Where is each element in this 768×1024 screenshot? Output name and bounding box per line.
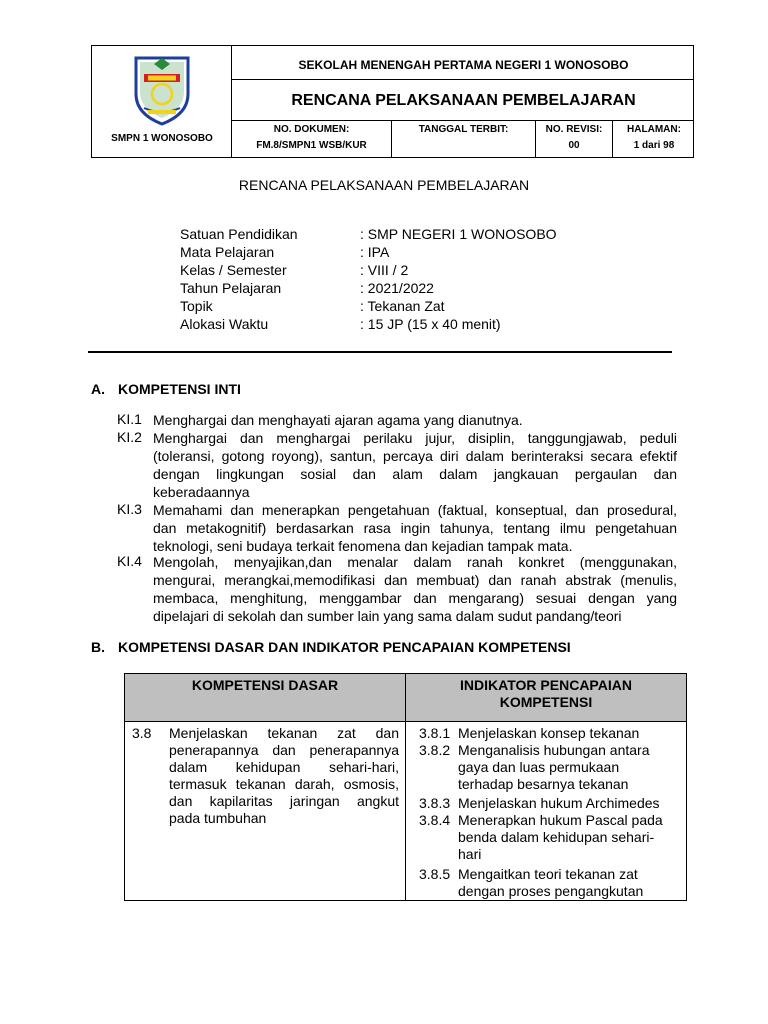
ki-line: (toleransi, gotong royong), santun, percaya diri dalam berinteraksi secara efektif <box>153 448 677 464</box>
school-full-name: SEKOLAH MENENGAH PERTAMA NEGERI 1 WONOSOBO <box>298 58 629 72</box>
kd-line: pada tumbuhan <box>169 810 267 826</box>
info-value: : SMP NEGERI 1 WONOSOBO <box>360 226 557 242</box>
revision-value: 00 <box>568 140 580 151</box>
section-letter: A. <box>91 381 105 397</box>
info-value: : Tekanan Zat <box>360 298 445 314</box>
kd-table <box>124 673 687 901</box>
ki-text <box>153 411 677 429</box>
header-divider <box>231 120 693 121</box>
indicator-header-cell <box>405 673 687 722</box>
ki-number: KI.4 <box>117 553 142 569</box>
section-a-heading <box>91 381 241 397</box>
indicator-text: benda dalam kehidupan sehari- <box>458 829 655 845</box>
indicator-text: Menganalisis hubungan antara <box>458 742 650 758</box>
section-b-heading <box>91 639 571 655</box>
school-logo-icon <box>130 54 194 126</box>
indicator-header-label: KOMPETENSI <box>499 694 593 710</box>
indicator-text: Mengaitkan teori tekanan zat <box>458 866 638 882</box>
kd-header-cell <box>124 673 406 722</box>
indicator-text: gaya dan luas permukaan <box>458 759 620 775</box>
kd-description <box>169 725 399 827</box>
ki-line: Memahami dan menerapkan pengetahuan (faktual, konseptual, dan prosedural, <box>153 502 677 518</box>
ki-line: keberadaannya <box>153 484 250 500</box>
header-divider <box>231 79 693 80</box>
kd-line: dan kapilaritas jaringan angkut <box>169 793 399 809</box>
info-label: Topik <box>180 298 213 314</box>
ki-line: teknologi, seni budaya terkait fenomena dan kejadian tampak mata. <box>153 538 573 554</box>
ki-line: Menghargai dan menghayati ajaran agama yang dianutnya. <box>153 412 523 428</box>
doc-number-value: FM.8/SMPN1 WSB/KUR <box>256 140 367 151</box>
section-letter: B. <box>91 639 105 655</box>
ki-line: Mengolah, menyajikan,dan menalar dalam ranah konkret (menggunakan, <box>153 554 677 570</box>
indicator-header-label: INDIKATOR PENCAPAIAN <box>460 677 632 693</box>
revision-label: NO. REVISI: <box>545 124 603 135</box>
indicator-text: dengan proses pengangkutan <box>458 883 644 899</box>
indicator-text: terhadap besarnya tekanan <box>458 776 629 792</box>
ki-line: mengurai, merangkai,memodifikasi dan membuat) dan ranah abstrak (menulis, <box>153 572 677 588</box>
ki-line: dan metakognitif) berdasarkan rasa ingin tahunya, tentang ilmu pengetahuan <box>153 520 677 536</box>
indicator-number: 3.8.4 <box>419 812 451 828</box>
indicator-number: 3.8.3 <box>419 795 451 811</box>
kd-line: penerapannya dan penerapannya <box>169 742 399 758</box>
info-label: Kelas / Semester <box>180 262 287 278</box>
indicator-text: Menjelaskan konsep tekanan <box>458 725 640 741</box>
section-title: KOMPETENSI DASAR DAN INDIKATOR PENCAPAIAN KOMPETENSI <box>118 639 571 655</box>
doc-number-label: NO. DOKUMEN: <box>273 124 350 135</box>
ki-text <box>153 501 677 555</box>
indicator-number: 3.8.5 <box>419 866 451 882</box>
info-label: Satuan Pendidikan <box>180 226 298 242</box>
info-value: : 15 JP (15 x 40 menit) <box>360 316 501 332</box>
ki-number: KI.3 <box>117 501 142 517</box>
indicator-number: 3.8.2 <box>419 742 451 758</box>
indicator-text: Menjelaskan hukum Archimedes <box>458 795 660 811</box>
indicator-number: 3.8.1 <box>419 725 451 741</box>
ki-line: dipelajari di sekolah dan sumber lain yang sama dalam sudut pandang/teori <box>153 608 622 624</box>
ki-line: membaca, menghitung, menggambar dan mengarang) sesuai dengan yang <box>153 590 677 606</box>
document-title: RENCANA PELAKSANAAN PEMBELAJARAN <box>291 92 636 109</box>
ki-text <box>153 553 677 625</box>
kd-header-label: KOMPETENSI DASAR <box>191 677 339 693</box>
ki-number: KI.2 <box>117 429 142 445</box>
kd-line: termasuk tekanan darah, osmosis, <box>169 776 399 792</box>
info-label: Tahun Pelajaran <box>180 280 282 296</box>
kd-line: dalam kehidupan sehari-hari, <box>169 759 399 775</box>
ki-number: KI.1 <box>117 411 142 427</box>
info-value: : IPA <box>360 244 390 260</box>
ki-line: Menghargai dan menghargai perilaku jujur, disiplin, tanggungjawab, peduli <box>153 430 677 446</box>
indicator-text: hari <box>458 846 482 862</box>
ki-line: dengan lingkungan sosial dan alam dalam jangkauan pergaulan dan <box>153 466 677 482</box>
info-label: Alokasi Waktu <box>180 316 269 332</box>
indicator-text: Menerapkan hukum Pascal pada <box>458 812 663 828</box>
info-value: : 2021/2022 <box>360 280 434 296</box>
kd-number: 3.8 <box>132 725 152 741</box>
page-value: 1 dari 98 <box>633 140 675 151</box>
horizontal-rule <box>88 351 672 353</box>
school-short-name: SMPN 1 WONOSOBO <box>111 133 213 144</box>
info-value: : VIII / 2 <box>360 262 409 278</box>
page-title: RENCANA PELAKSANAAN PEMBELAJARAN <box>238 177 530 193</box>
page-label: HALAMAN: <box>627 124 681 135</box>
kd-line: Menjelaskan tekanan zat dan <box>169 725 399 741</box>
ki-text <box>153 429 677 501</box>
section-title: KOMPETENSI INTI <box>118 381 241 397</box>
document-header-table <box>91 45 694 158</box>
issue-date-label: TANGGAL TERBIT: <box>418 124 509 135</box>
info-label: Mata Pelajaran <box>180 244 275 260</box>
